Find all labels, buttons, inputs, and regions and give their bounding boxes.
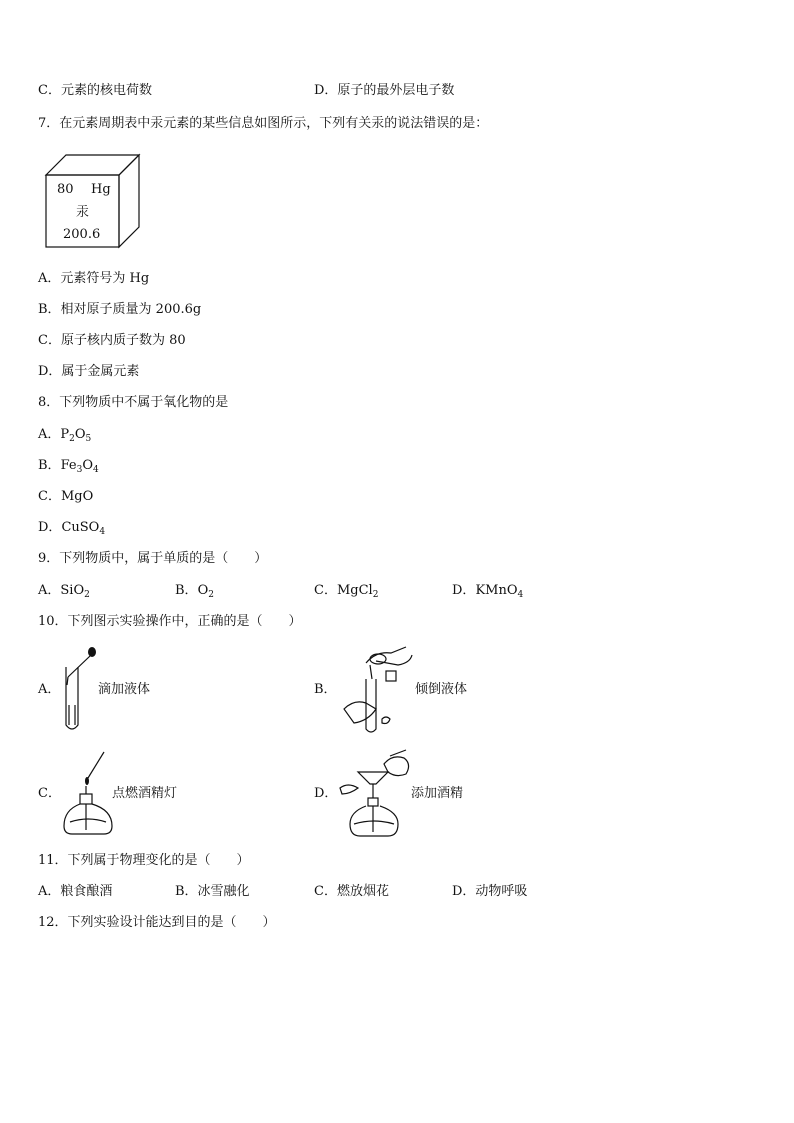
q9-stem: 9．下列物质中，属于单质的是（ ） — [38, 551, 268, 566]
q9-option-a: A．SiO$_2$ — [38, 583, 90, 600]
q9-option-b: B．$O_2$ — [175, 583, 214, 600]
q12-stem: 12．下列实验设计能达到目的是（ ） — [38, 915, 276, 930]
q9-option-d: D．KMnO$_4$ — [452, 583, 524, 600]
q10-option-d-label: D． — [314, 786, 338, 801]
q8-option-d: D．CuSO$_4$ — [38, 520, 106, 537]
q8-option-b: B．$Fe_3O_4$ — [38, 458, 99, 475]
q11-option-a: A．粮食酿酒 — [38, 884, 113, 899]
q6-option-c: C．元素的核电荷数 — [38, 83, 152, 98]
q7-stem: 7．在元素周期表中汞元素的某些信息如图所示，下列有关汞的说法错误的是： — [38, 116, 489, 131]
element-symbol: Hg — [91, 182, 111, 197]
lighting-lamp-illustration — [60, 750, 120, 840]
q7-option-a: A．元素符号为 Hg — [38, 271, 150, 286]
q8-option-a: A．$P_2O_5$ — [38, 427, 92, 444]
q10-option-b-label: B． — [314, 682, 337, 697]
atomic-number: 80 — [57, 182, 74, 197]
q8-stem: 8．下列物质中不属于氧化物的是 — [38, 395, 229, 410]
q7-option-b: B．相对原子质量为 200.6g — [38, 302, 202, 317]
q8-option-c: C．MgO — [38, 489, 94, 504]
q9-option-c: C．MgCl$_2$ — [314, 583, 379, 600]
pouring-illustration — [336, 643, 416, 738]
q10-option-c-caption: 点燃酒精灯 — [112, 786, 178, 801]
q11-option-b: B．冰雪融化 — [175, 884, 250, 899]
element-name: 汞 — [76, 205, 90, 220]
q10-option-c-label: C． — [38, 786, 61, 801]
q10-option-d-caption: 添加酒精 — [411, 786, 464, 801]
q11-stem: 11．下列属于物理变化的是（ ） — [38, 853, 250, 868]
q10-option-b-caption: 倾倒液体 — [415, 682, 468, 697]
dropper-illustration — [60, 645, 100, 735]
atomic-mass: 200.6 — [63, 227, 101, 242]
adding-alcohol-illustration — [336, 748, 416, 843]
q10-option-a-label: A． — [38, 682, 61, 697]
q6-option-d: D．原子的最外层电子数 — [314, 83, 455, 98]
q10-option-a-caption: 滴加液体 — [98, 682, 151, 697]
q11-option-c: C．燃放烟花 — [314, 884, 389, 899]
q7-option-c: C．原子核内质子数为 80 — [38, 333, 186, 348]
q11-option-d: D．动物呼吸 — [452, 884, 528, 899]
q10-stem: 10．下列图示实验操作中，正确的是（ ） — [38, 614, 302, 629]
q7-option-d: D．属于金属元素 — [38, 364, 140, 379]
